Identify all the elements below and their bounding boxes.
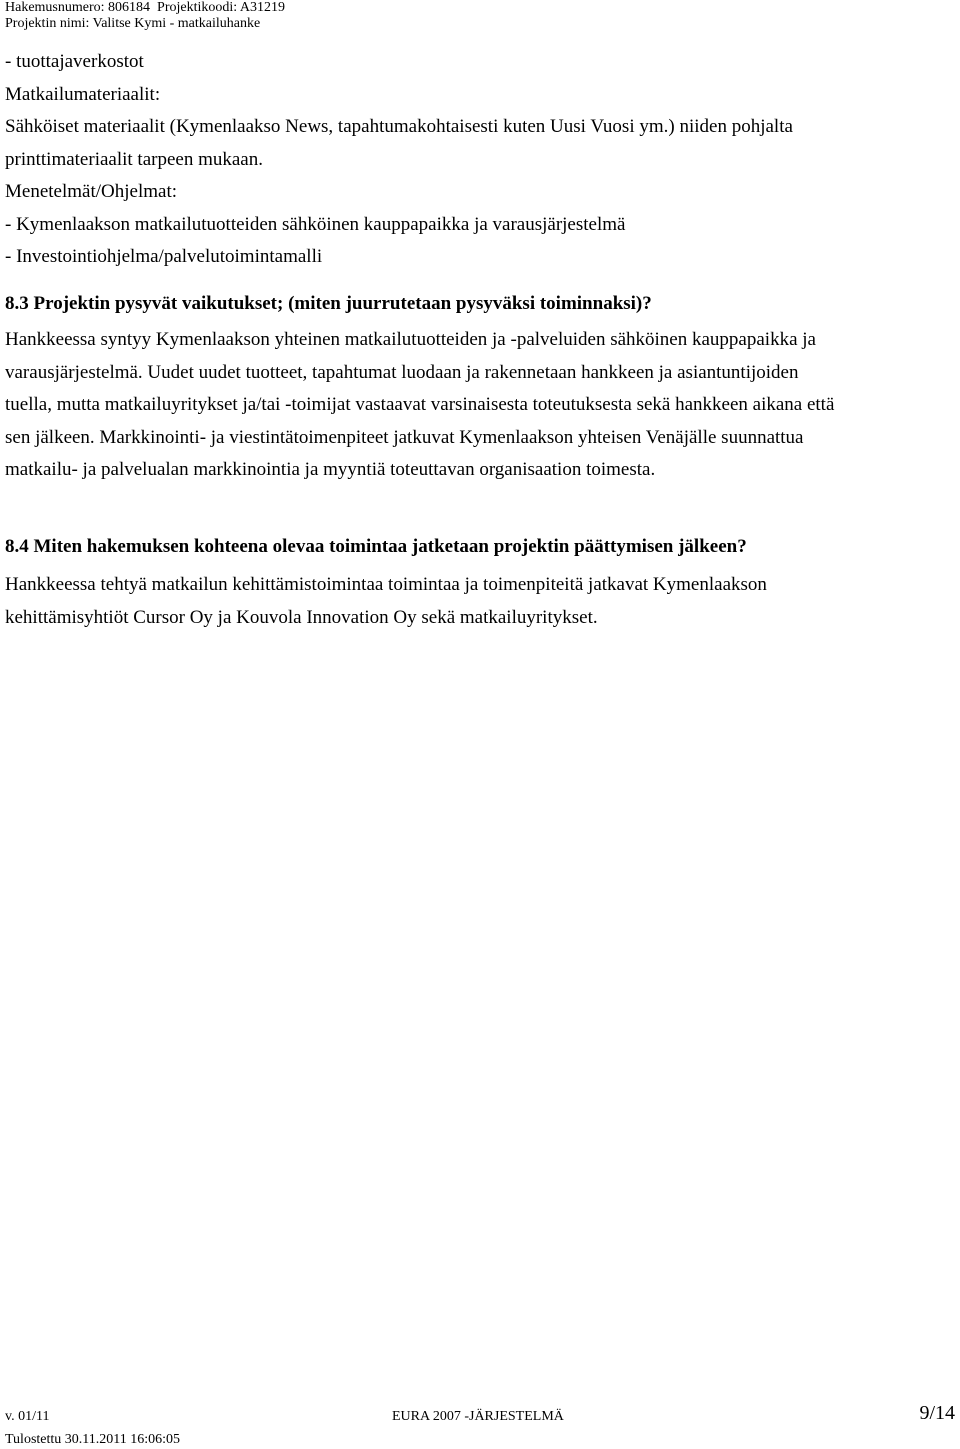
page-number: 9/14 xyxy=(919,1402,955,1424)
body-line: Matkailumateriaalit: xyxy=(5,83,161,105)
application-number: Hakemusnumero: 806184 xyxy=(5,0,151,15)
system-name: EURA 2007 -JÄRJESTELMÄ xyxy=(392,1409,564,1424)
form-version: v. 01/11 xyxy=(5,1409,50,1424)
paragraph-line: tuella, mutta matkailuyritykset ja/tai -toimijat vastaavat varsinaisesta toteutuksesta sekä hankkeen aikana että xyxy=(5,394,835,415)
document-body xyxy=(5,46,955,634)
section-8-3-paragraph xyxy=(5,324,955,487)
print-timestamp: Tulostettu 30.11.2011 16:06:05 xyxy=(5,1432,181,1447)
section-8-4-paragraph xyxy=(5,569,955,634)
paragraph-line: matkailu- ja palvelualan markkinointia ja myyntiä toteuttavan organisaation toimesta. xyxy=(5,459,656,480)
project-code: Projektikoodi: A31219 xyxy=(157,0,285,15)
project-name: Projektin nimi: Valitse Kymi - matkailuhanke xyxy=(5,16,261,31)
document-header xyxy=(5,0,285,32)
paragraph-line: kehittämisyhtiöt Cursor Oy ja Kouvola Innovation Oy sekä matkailuyritykset. xyxy=(5,606,598,628)
paragraph-line: Hankkeessa syntyy Kymenlaakson yhteinen matkailutuotteiden ja -palveluiden sähköinen kauppapaikka ja xyxy=(5,329,816,350)
body-line: - tuottajaverkostot xyxy=(5,51,144,72)
body-line: - Investointiohjelma/palvelutoimintamalli xyxy=(5,246,323,267)
body-line: printtimateriaalit tarpeen mukaan. xyxy=(5,148,263,170)
section-8-3-heading: 8.3 Projektin pysyvät vaikutukset; (miten juurrutetaan pysyväksi toiminnaksi)? xyxy=(5,292,652,314)
header-line-1 xyxy=(5,0,285,16)
paragraph-line: sen jälkeen. Markkinointi- ja viestintätoimenpiteet jatkuvat Kymenlaakson yhteisen Venäjälle suunnattua xyxy=(5,426,804,448)
paragraph-line: Hankkeessa tehtyä matkailun kehittämistoimintaa toimintaa ja toimenpiteitä jatkavat Kymenlaakson xyxy=(5,574,767,595)
body-line: - Kymenlaakson matkailutuotteiden sähköinen kauppapaikka ja varausjärjestelmä xyxy=(5,213,626,235)
section-8-4-heading: 8.4 Miten hakemuksen kohteena olevaa toimintaa jatketaan projektin päättymisen jälkeen? xyxy=(5,535,747,557)
body-line: Sähköiset materiaalit (Kymenlaakso News, tapahtumakohtaisesti kuten Uusi Vuosi ym.) niiden pohjalta xyxy=(5,116,793,137)
body-line: Menetelmät/Ohjelmat: xyxy=(5,181,178,202)
paragraph-line: varausjärjestelmä. Uudet uudet tuotteet, tapahtumat luodaan ja rakennetaan hankkeen ja asiantuntijoiden xyxy=(5,361,799,383)
